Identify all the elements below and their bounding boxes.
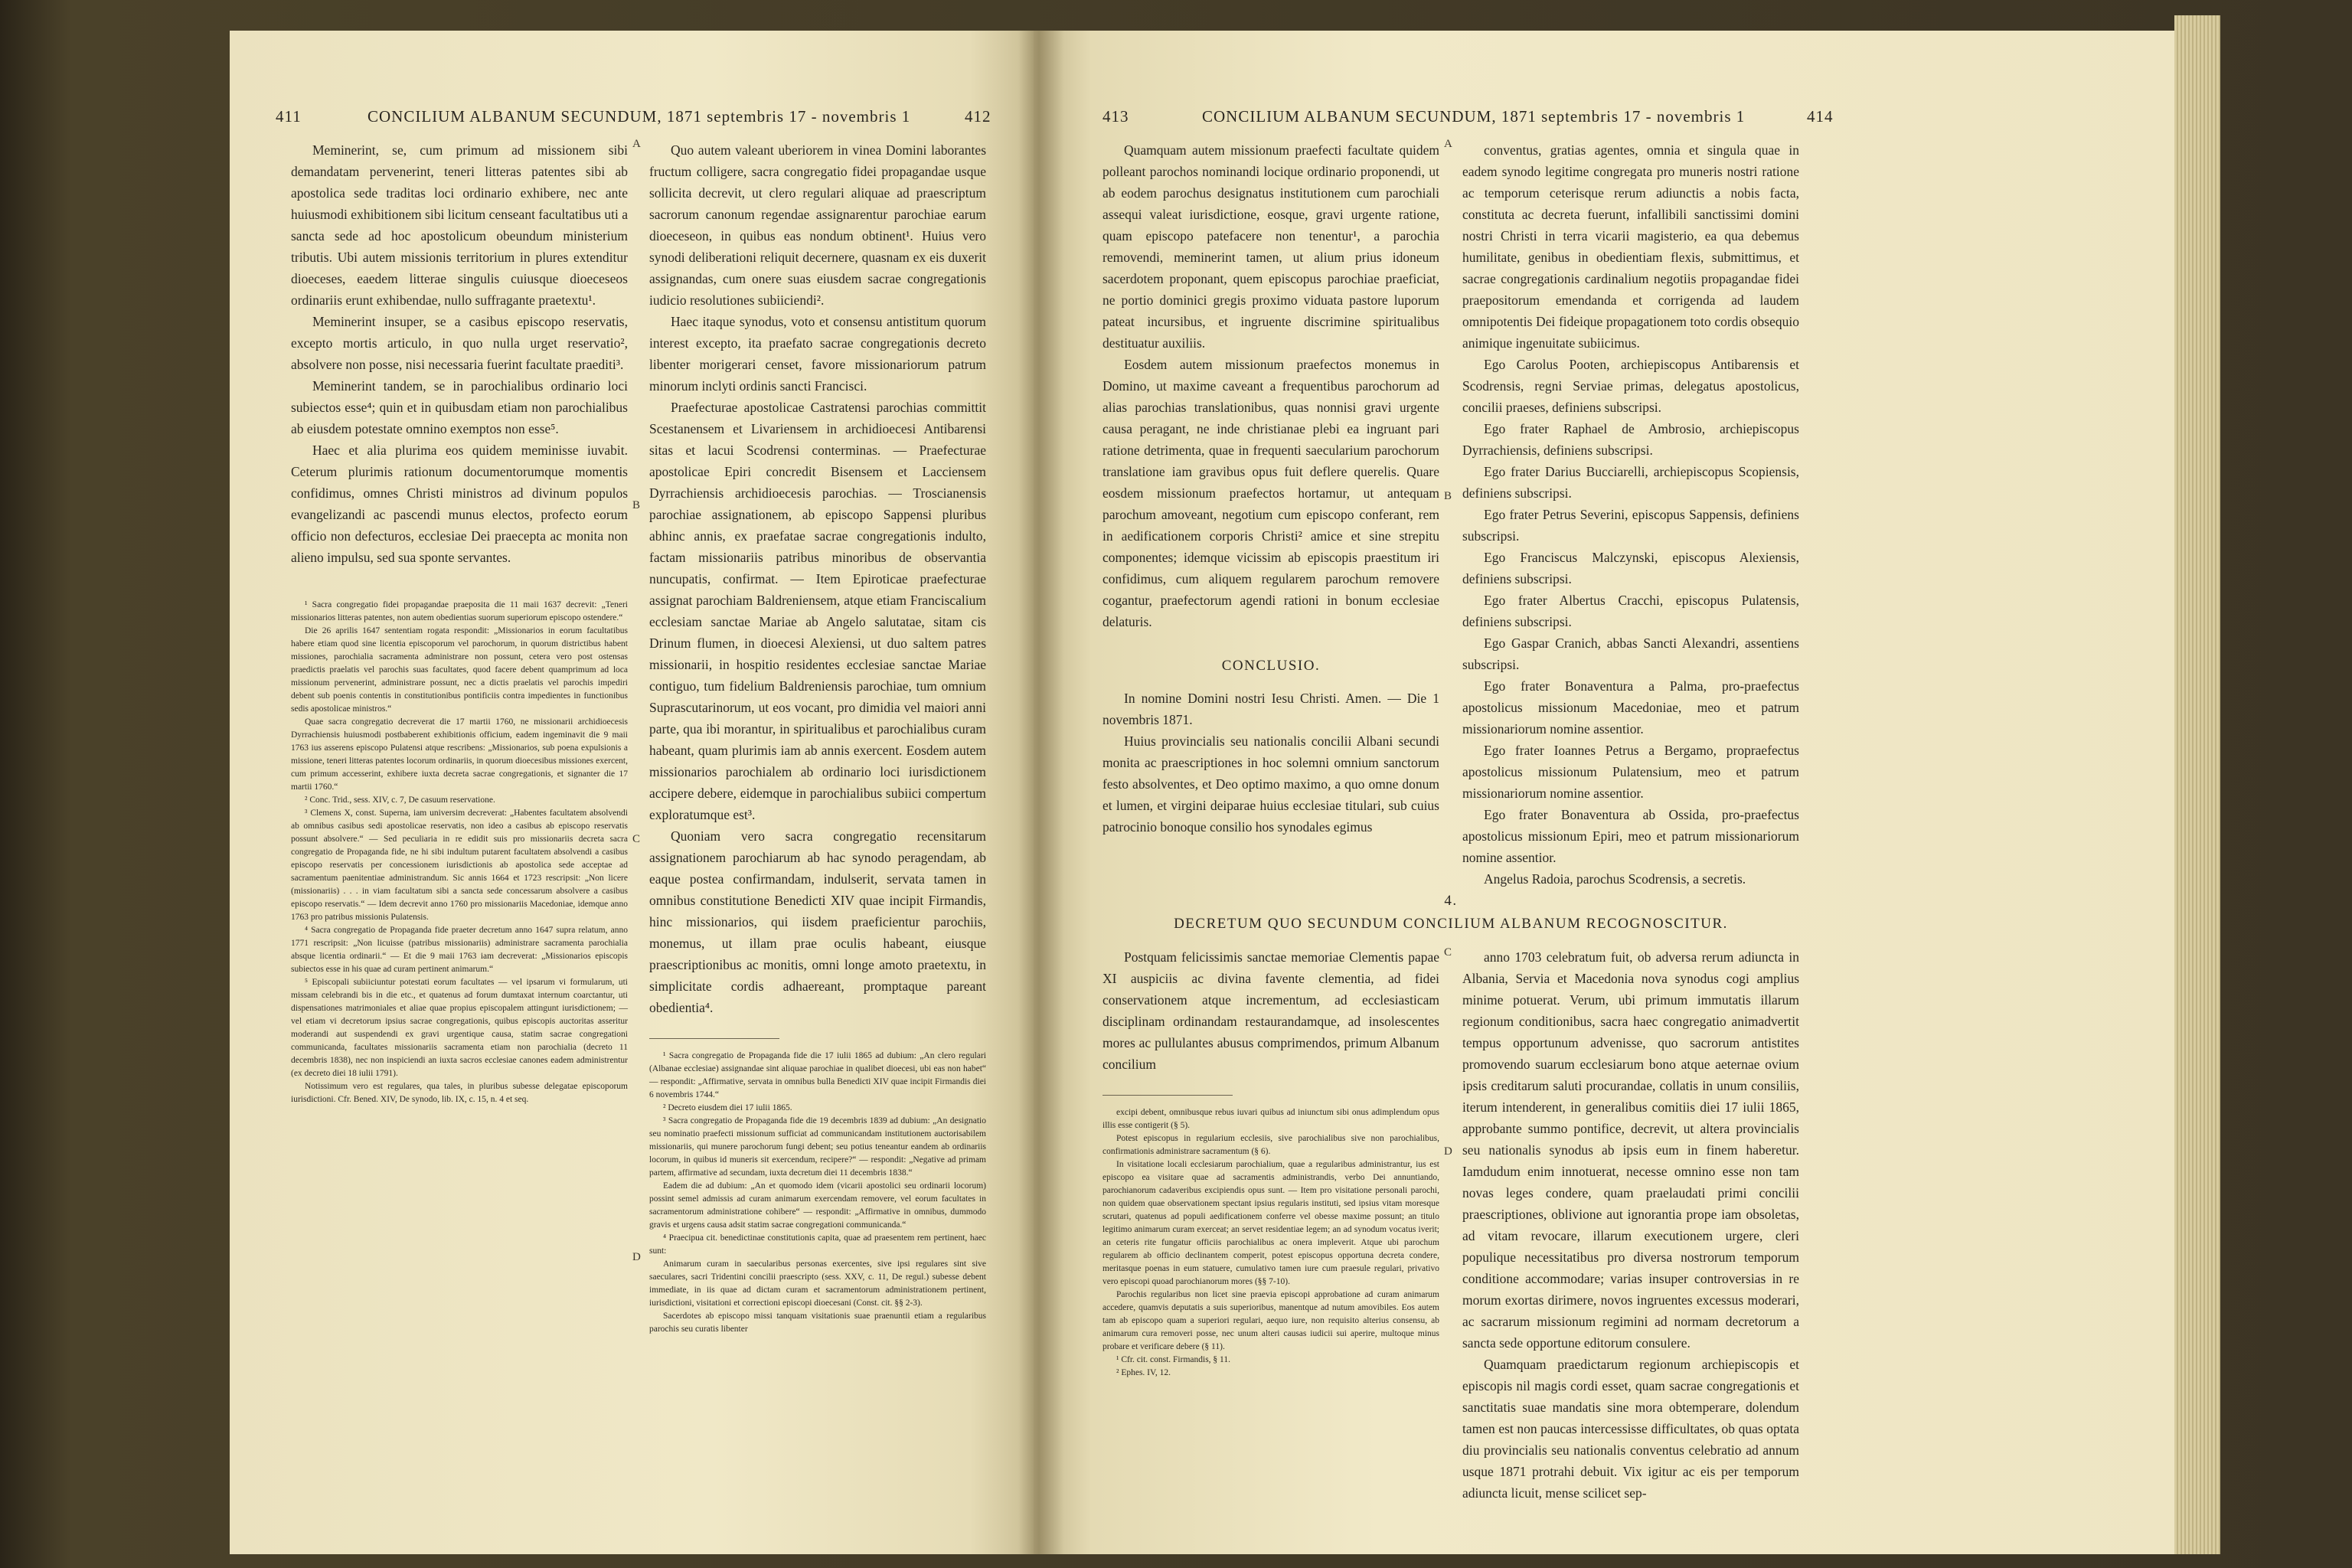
paragraph: Quo autem valeant uberiorem in vinea Domini laborantes fructum colligere, sacra congregatio fidei propagandae usque sollicita decrevit, ut clero regulari aliquae ad praescriptum sacrorum canonum regendae assignarentur parochiae earum dioeceseon, in quibus eas nondum obtinent¹. Huius vero synodi deliberationi reliquit decernere, quasnam ex eis duxerit assignandas, cum onere suas eiusdem sacrae congregationis iudicio resolutiones subiiciendi². [649,142,986,308]
footnote: ² Decreto eiusdem diei 17 iulii 1865. [663,1103,792,1112]
paragraph: Eosdem autem missionum praefectos monemus in Domino, ut maxime caveant a frequentibus parochorum ad alias parochias translationibus, quas nonnisi gravi urgente causa peragant, ne inde christianae plebi ea ingruant pari ratione detrimenta, quae in frequenti saecularium parochorum translatione iam gravibus opus fuit deflere querelis. Quare eosdem missionum praefectos hortamur, ut antequam parochum amoveant, negotium cum episcopo conferant, rem in aedificationem corporis Christi² amice et sine strepitu componentes; idemque vicissim ab episcopis praestitum iri confidimus, cum aliquem regularem parochum removere cogantur, praefectorum agendi rationi in bonum ecclesiae delaturis. [1102,357,1439,629]
margin-letter: C [1444,946,1452,959]
margin-letter: A [1444,138,1452,150]
footnote: Quae sacra congregatio decreverat die 17 martii 1760, ne missionarii archidioecesis Dyrrachiensis huiusmodi postbaberent exhibitionis officium, eadem ingeminavit die 9 maii 1763 ius asserens episcopo Pulatensi atque rescribens: „Missionarios, sub poena expulsionis a missione, teneri litteras patentes locorum ordinariis, in quorum dioecesibus missiones exercent, cum primum accesserint, exhibere iuxta decreta sacrae congregationis, et signanter die 17 martii 1760.“ [291,717,628,792]
margin-letter: B [1444,490,1452,502]
left-page [230,31,1034,1554]
decree-column-1 [1102,946,1439,1380]
footnotes [291,599,628,1106]
signature-line: Ego frater Bonaventura ab Ossida, pro-praefectus apostolicus missionum Epiri, meo et patrum missionariorum nomine assentior. [1462,807,1799,865]
page-number: 412 [965,107,991,126]
signature-line: Ego Franciscus Malczynski, episcopus Alexiensis, definiens subscripsi. [1462,550,1799,586]
footnotes [1102,1106,1439,1380]
signature-line: Ego Carolus Pooten, archiepiscopus Antibarensis et Scodrensis, regni Serviae primas, delegatus apostolicus, concilii praeses, definiens subscripsi. [1462,357,1799,415]
footnote: ¹ Cfr. cit. const. Firmandis, § 11. [1116,1355,1231,1364]
page-number: 413 [1102,107,1129,126]
signature-line: Ego frater Petrus Severini, episcopus Sappensis, definiens subscripsi. [1462,507,1799,544]
footnote: Notissimum vero est regulares, qua tales, in pluribus subesse delegatae episcoporum iurisdictioni. Cfr. Bened. XIV, De synodo, lib. IX, c. 15, n. 4 et seq. [291,1082,628,1104]
footnote: Potest episcopus in regularium ecclesiis, sive parochialibus sive non parochialibus, confirmationis administrare sacramentum (§ 6). [1102,1134,1439,1156]
paragraph: Quoniam vero sacra congregatio recensitarum assignationem parochiarum ab hac synodo peragendam, ab eaque postea confirmandam, indulserit, servata tamen in omnibus constitutione Benedicti XIV quae incipit Firmandis, hinc missionarios, qui iisdem praeficientur parochiis, monemus, ut illam prae oculis habeant, eiusque praescriptionibus ac monitis, omni longe amoto praetextu, in simplicitate cordis adhaereant, promptaque pareant obedientia⁴. [649,828,986,1015]
page-edges [2174,15,2220,1554]
paragraph: Praefecturae apostolicae Castratensi parochias committit Scestanensem et Livariensem in archidioecesi Antibarensi sitas et lacui Scodrensi conterminas. — Praefecturae apostolicae Epiri concredit Bisensem et Lacciensem Dyrrachiensis archidioecesis parochias. — Troscianensis parochiae assignationem, ab episcopo Sappensi pluribus abhinc annis, ex praefatae sacrae congregationis indulto, factam missionariis patribus minoribus de observantia nuncupatis, confirmat. — Item Epiroticae praefecturae assignat parochiam Baldreniensem, atque etiam Franciscalium ecclesiam sanctae Mariae ab Angelo salutatae, sitam cis Drinum flumen, in dioecesi Alexiensi, ut duo saltem patres missionarii, in hospitio residentes ecclesiae sanctae Mariae contiguo, tum fidelium Baldreniensis parochiae, tum omnium Suprascutarinorum, ut eos vocant, pro dimidia vel maiori anni parte, qua ibi morantur, in spiritualibus et parochialibus curam habeant, quam plurimis iam ab annis exercent. Eosdem autem missionarios parochialem ab ordinario loci iurisdictionem accipere debere, eidemque in parochialibus subiici compertum exploratumque est³. [649,400,986,822]
left-column-1 [291,139,628,1106]
footnote: ³ Clemens X, const. Superna, iam universim decreverat: „Habentes facultatem absolvendi ab omnibus casibus sedi apostolicae reservatis, non ideo a casibus ab episcopo reservatis possunt absolvere.“ — Sed peculiaria in re edidit suis pro missionariis decreta sacra congregatio de Propaganda fide, ne hi sibi indultum putarent facultatem absolvendi a casibus episcopo reservatis per concessionem iurisdictionis ab apostolica sede acceptae ad sacramentum paenitentiae administrandum. Sic annis 1664 et 1723 rescripsit: „Non licere (missionariis) . . . in viam facultatum sibi a sancta sede concessarum absolvere a casibus episcopo reservatis.“ — Idem decrevit anno 1760 pro missionariis Macedoniae, idemque anno 1763 pro patribus missionis Pulatensis. [291,808,628,922]
right-column-2 [1462,139,1799,890]
margin-letter: D [632,1251,641,1263]
footnote: ⁴ Praecipua cit. benedictinae constitutionis capita, quae ad praesentem rem pertinent, haec sunt: [649,1233,986,1256]
margin-letter: B [632,499,641,511]
footnote: In visitatione locali ecclesiarum parochialium, quae a regularibus administrantur, ius est episcopo ea visitare quae ad sacramentis administrandis, verbo Dei annuntiando, parochianorum cadaveribus excipiendis opus sunt. — Item pro visitatione personali parochi, non quidem quae observationem spectant ipsius regularis instituti, sed ipsius vitam moresque scrutari, quatenus ad populi aedificationem conferre vel obesse maxime possunt; an titulo legitimo animarum curam exerceat; an servet residentiae legem; an ad synodum vocatus iverit; an ceteris rite fungatur officiis parochialibus ac onera impleverit. Atque ubi parochum regularem ab officio declinantem comperit, potest episcopus opportuna decreta condere, meritasque poenas in eum statuere, cumulativo tamen iure cum praesule regulari, privativo vero episcopi quoad parochianorum mores (§§ 7-10). [1102,1160,1439,1286]
paragraph: Haec itaque synodus, voto et consensu antistitum quorum interest excepto, ita praefato sacrae congregationis decreto libenter morigerari censet, favore missionariorum patrum minorum inclyti ordinis sancti Francisci. [649,314,986,394]
margin-letter: A [632,138,641,150]
paragraph: Postquam felicissimis sanctae memoriae Clementis papae XI auspiciis ac divina favente clementia, ad fidei conservationem atque incrementum, ad ecclesiasticam disciplinam ordinandam restaurandamque, ad insolescentes mores ac pullulantes abusus comprimendos, primum Albanum concilium [1102,949,1439,1072]
paragraph: Meminerint tandem, se in parochialibus ordinario loci subiectos esse⁴; quin et in quibusdam etiam non parochialibus ab eiusdem potestate omnino exemptos non esse⁵. [291,378,628,436]
left-column-2 [649,139,986,1336]
paragraph: Meminerint, se, cum primum ad missionem sibi demandatam pervenerint, teneri litteras patentes sibi ab apostolica sede traditas loci ordinario exhibere, nec ante huiusmodi exhibitionem sibi licitum censeant facultatibus uti a sancta sede ad hoc apostolicum obeundum ministerium tributis. Ubi autem missionis territorium in plures extenditur dioeceses, eaedem litterae singulis cuiusque dioeceseos ordinariis erunt exhibendae, nullo suffragante praetextu¹. [291,142,628,308]
running-title: CONCILIUM ALBANUM SECUNDUM, 1871 septembris 17 - novembris 1 [368,107,911,126]
footnote: Animarum curam in saecularibus personas exercentes, sive ipsi regulares sint sive saeculares, sacri Tridentini concilii praescripto (sess. XXV, c. 11, De regul.) subesse debent immediate, in iis quae ad dictam curam et sacramentorum administrationem pertinent, iurisdictioni, visitationi et correctioni episcopi dioecesani (Const. cit. §§ 2-3). [649,1259,986,1308]
conclusio-heading: CONCLUSIO. [1221,658,1321,674]
paragraph: Haec et alia plurima eos quidem meminisse iuvabit. Ceterum plurimis rationum documentorumque momentis confidimus, omnes Christi ministros ad divinum populos evangelizandi ac pascendi munus electos, profecto eorum officio non defecturos, ecclesiae Dei praecepta ac monita non alieno impulsu, sed sua sponte servantes. [291,443,628,565]
section-number: 4. [1444,893,1458,909]
signature-line: Ego frater Ioannes Petrus a Bergamo, propraefectus apostolicus missionum Pulatensium, meo et patrum missionariorum nomine assentior. [1462,743,1799,801]
footnote: ¹ Sacra congregatio de Propaganda fide die 17 iulii 1865 ad dubium: „An clero regulari (Albanae ecclesiae) assignandae sint aliquae parochiae in qualibet dioecesi, ubi eas non habet“ — respondit: „Affirmative, servata in omnibus bulla Benedicti XIV quae incipit Firmandis diei 6 novembris 1744.“ [649,1051,986,1099]
signature-line: Angelus Radoia, parochus Scodrensis, a secretis. [1484,871,1746,887]
footnote: Sacerdotes ab episcopo missi tanquam visitationis suae praenuntii etiam a regularibus parochis seu curatis libenter [649,1312,986,1334]
footnote: ² Conc. Trid., sess. XIV, c. 7, De casuum reservatione. [305,795,495,805]
paragraph: anno 1703 celebratum fuit, ob adversa rerum adiuncta in Albania, Servia et Macedonia nova synodus cogi amplius minime potuerat. Verum, ubi primum immutatis illarum regionum conditionibus, sacra haec congregatio animadvertit tempus opportunum advenisse, quo sacrorum antistites promovendo suarum ecclesiarum bono atque aeternae ovium ipsis creditarum saluti procurandae, collatis in unum consiliis, iterum intenderent, in generalibus comitiis diei 17 iulii 1865, approbante summo pontifice, decrevit, ut altera provincialis seu nationalis synodus ab ipsis eum in finem haberetur. Iamdudum enim innotuerat, necesse omnino esse non tam novas leges condere, quam praelaudati primi concilii praescriptiones, oblivione aut ignorantia prope iam obsoletas, ad vitam revocare, illarum executionem urgere, cleri populique necessitatibus pro diversa nostrorum temporum conditione accommodare; varias insuper controversias in re morum exortas dirimere, novos ingruentes excessus moderari, ac sacrarum missionum regimini ad normam decretorum a sancta sede opportune editorum consulere. [1462,949,1799,1351]
decree-column-2 [1462,946,1799,1504]
margin-letter: C [632,833,641,845]
footnote: ⁴ Sacra congregatio de Propaganda fide praeter decretum anno 1647 supra relatum, anno 1771 rescripsit: „Non licuisse (patribus missionariis) administrare sacramenta parochialia absque licentia ordinarii.“ — Et die 9 maii 1763 iam decreverat: „Missionarios episcopis subiectos esse in his quae ad curam pertinent animarum.“ [291,926,628,974]
page-number: 414 [1807,107,1834,126]
signature-line: Ego frater Darius Bucciarelli, archiepiscopus Scopiensis, definiens subscripsi. [1462,464,1799,501]
margin-letter: D [1444,1145,1452,1158]
signature-line: Ego Gaspar Cranich, abbas Sancti Alexandri, assentiens subscripsi. [1462,635,1799,672]
signature-line: Ego frater Bonaventura a Palma, pro-praefectus apostolicus missionum Macedoniae, meo et patrum missionariorum nomine assentior. [1462,678,1799,737]
footnote: Eadem die ad dubium: „An et quomodo idem (vicarii apostolici seu ordinarii locorum) possint semel admissis ad curam animarum exercendam removere, vel eorum facultates in sacramentorum administratione cohibere“ — respondit: „Affirmative in omnibus, dummodo gravis et urgens causa adsit statim sacrae congregationi communicanda.“ [649,1181,986,1230]
section-title: DECRETUM QUO SECUNDUM CONCILIUM ALBANUM RECOGNOSCITUR. [1174,916,1728,932]
footnote: Die 26 aprilis 1647 sententiam rogata respondit: „Missionarios in eorum facultatibus habere etiam quod sine licentia episcoporum vel parochorum, in quorum districtibus habent missiones, parochialia sacramenta administrare non possunt, cetera vero post ostensas praedictis praelatis vel parochis suas facultates, quod facere debent quamprimum ad loca missionum pervenerint, administrare possunt, nec a dictis praelatis vel parochis impediri debent sub poenis contentis in constitutionibus pontificiis contra impedientes in functionibus sedis apostolicae ministros.“ [291,626,628,714]
footnote-rule [649,1038,779,1039]
paragraph: Quamquam praedictarum regionum archiepiscopis et episcopis nil magis cordi esset, quam sacrae congregationis et sanctitatis suae mandatis sine mora obtemperare, dolendum tamen est non paucas intercessisse difficultates, ob quas optata diu provincialis seu nationalis conventus celebratio ad annum usque 1871 protrahi debuit. Vix igitur ac eis per temporum adiuncta licuit, mense scilicet sep- [1462,1357,1799,1501]
signature-line: Ego frater Albertus Cracchi, episcopus Pulatensis, definiens subscripsi. [1462,593,1799,629]
footnote: ³ Sacra congregatio de Propaganda fide die 19 decembris 1839 ad dubium: „An designatio seu nominatio praefecti missionum sufficiat ad communicandam institutionem auctorisabilem missionariis, qui munere parochorum fungi debent; seu potius teneantur eandem ab ordinariis locorum, in quibus id muneris sit exercendum, recipere?“ — respondit: „Negative ad primam partem, affirmative ad secundam, iuxta decretum diei 11 decembris 1838.“ [649,1116,986,1178]
paragraph: Huius provincialis seu nationalis concilii Albani secundi monita ac praescriptiones in hoc solemni omnium sanctorum festo absolventes, et Deo optimo maximo, a quo omne donum et lumen, et virgini deiparae huius ecclesiae titulari, sub cuius patrocinio bonoque consilio hos synodales egimus [1102,733,1439,835]
footnote-rule [1102,1095,1233,1096]
footnote: excipi debent, omnibusque rebus iuvari quibus ad iniunctum sibi onus adimplendum opus illis esse contigerit (§ 5). [1102,1108,1439,1130]
paragraph: conventus, gratias agentes, omnia et singula quae in eadem synodo legitime congregata pro muneris nostri ratione ac temporum ceterisque rerum adiunctis a nobis facta, constituta ac decreta fuerunt, infallibili sanctissimi domini nostri Christi in terra vicarii magisterio, ea qua debemus humilitate, genibus in obedientiam flexis, submittimus, et sacrae congregationis cardinalium negotiis propagandae fidei praepositorum emendanda et corrigenda ad laudem omnipotentis Dei fideique propagationem toto cordis obsequio animique ingenuitate subiicimus. [1462,142,1799,351]
footnotes [649,1050,986,1336]
paragraph: In nomine Domini nostri Iesu Christi. Amen. — Die 1 novembris 1871. [1102,691,1439,727]
page-number: 411 [276,107,302,126]
paragraph: Meminerint insuper, se a casibus episcopo reservatis, excepto mortis articulo, in quo nulla urget reservatio², absolvere non posse, nisi necessaria fuerint facultate praediti³. [291,314,628,372]
book-spine-shadow [1018,31,1064,1554]
signature-line: Ego frater Raphael de Ambrosio, archiepiscopus Dyrrachiensis, definiens subscripsi. [1462,421,1799,458]
footnote: ¹ Sacra congregatio fidei propagandae praeposita die 11 maii 1637 decrevit: „Teneri missionarios litteras patentes, non autem obedientias suorum superiorum episcopo ostendere.“ [291,600,628,622]
paragraph: Quamquam autem missionum praefecti facultate quidem polleant parochos nominandi locique ordinario proponendi, ut ab eodem parochus designatus institutionem cum parochiali assequi valeat iurisdictione, eosque, gravi urgente ratione, quam episcopo patefacere non tenentur¹, a parochia removendi, meminerint tamen, ut alium prius idoneum sacerdotem proponant, quem episcopus parochiae praeficiat, ne portio dominici gregis proximo viduata pastore luporum pateat incursibus, et ingruente discrimine spiritualibus destituatur auxiliis. [1102,142,1439,351]
running-title: CONCILIUM ALBANUM SECUNDUM, 1871 septembris 17 - novembris 1 [1202,107,1746,126]
footnote: ⁵ Episcopali subiiciuntur potestati eorum facultates — vel ipsarum vi formularum, uti missam celebrandi bis in die etc., et quatenus ad forum dumtaxat internum coarctantur, uti dispensationes matrimoniales et aliae quae propius episcopalem attingunt iurisdictionem; — vel etiam vi decretorum ipsius sacrae congregationis, quibus episcopis auctoritas asseritur moderandi aut suspendendi ex gravi urgentique causa, statim sacrae congregationi communicanda, facultates missionariis sacramenta etiam non parochialia (decreto 11 decembris 1838), nec non inspiciendi an iuxta sacros ecclesiae canones eadem administrentur (ex decreto diei 18 iulii 1791). [291,978,628,1078]
footnote: Parochis regularibus non licet sine praevia episcopi approbatione ad curam animarum accedere, quamvis deputatis a suis superioribus, manentque ad nutum amovibiles. Eos autem tam ab episcopo quam a superiori regulari, aequo iure, non requisito alterius consensu, ab animarum cura removeri posse, nec unum alteri causas iudicii sui aperire, multoque minus probare et verificare debere (§ 11). [1102,1290,1439,1351]
right-column-1 [1102,139,1439,838]
right-page [1034,31,2182,1554]
footnote: ² Ephes. IV, 12. [1116,1368,1171,1377]
